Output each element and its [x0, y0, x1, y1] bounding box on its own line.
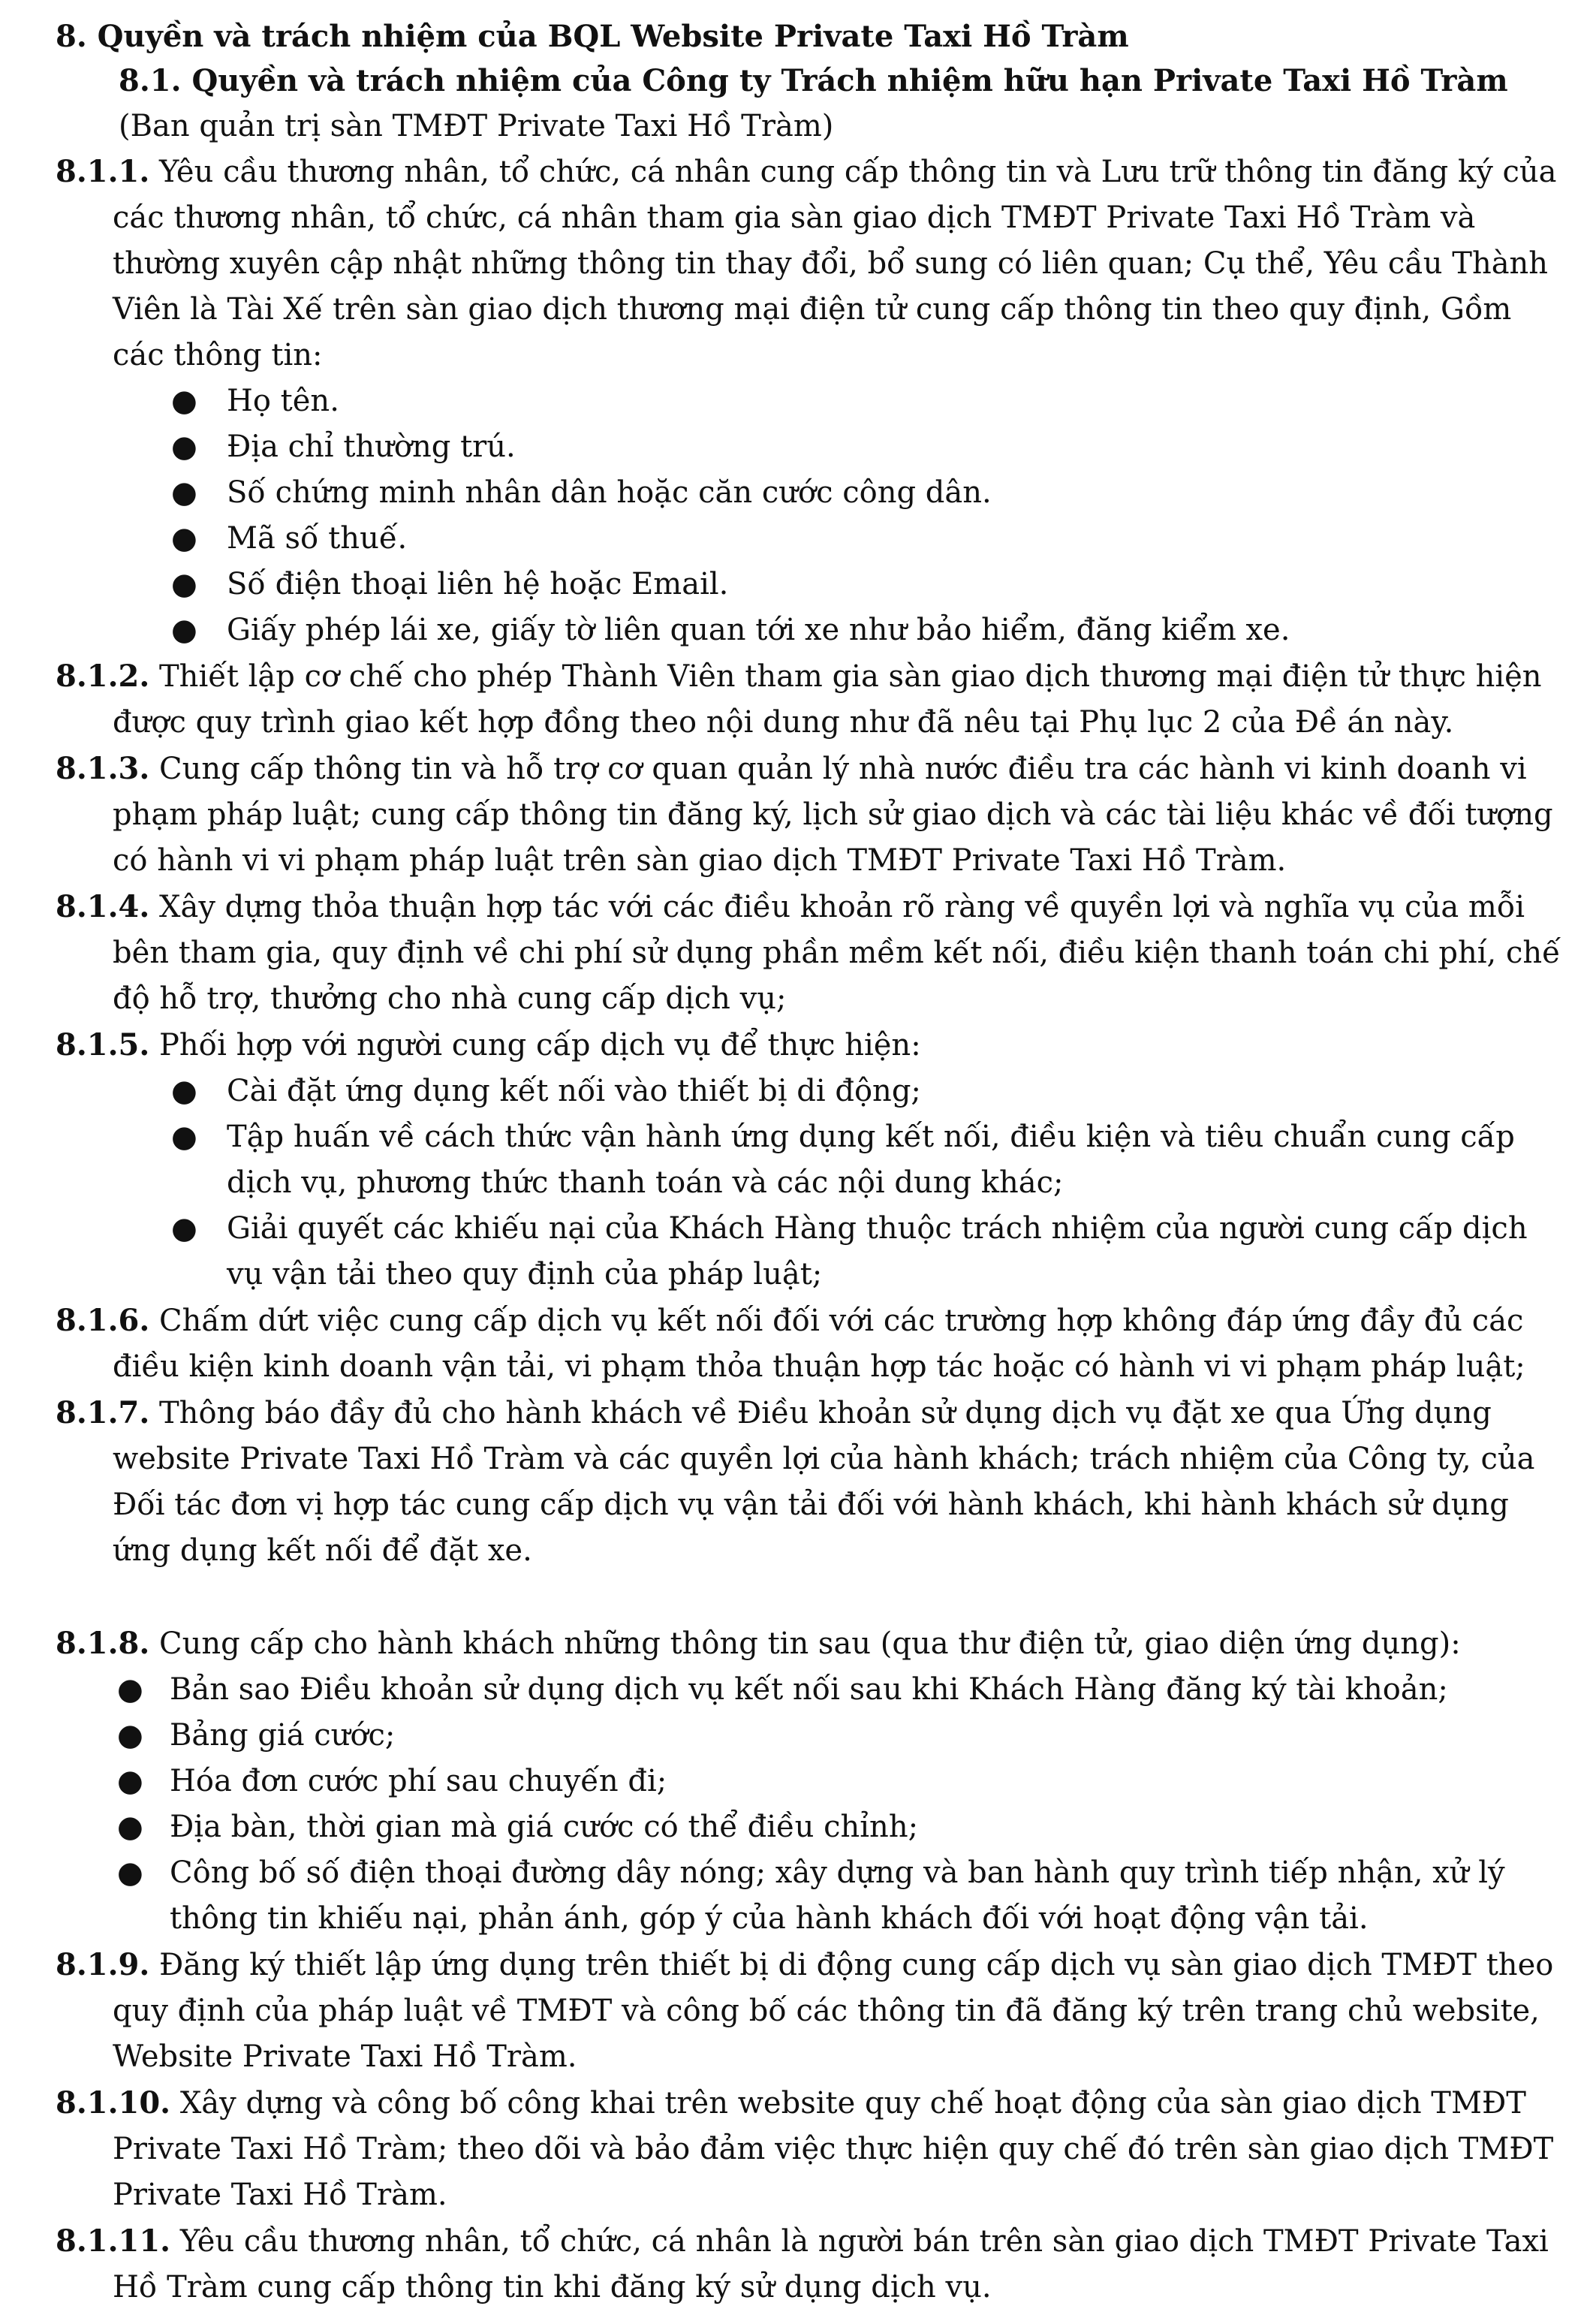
list-item [56, 1759, 1564, 1804]
list-item [56, 1713, 1564, 1759]
bullet-icon: ● [171, 1120, 197, 1154]
list-item [56, 1114, 1564, 1206]
list-item-text: Tập huấn về cách thức vận hành ứng dụng kết nối, điều kiện và tiêu chuẩn cung cấp dịch vụ, phương thức thanh toán và các nội dung khác; [227, 1120, 1515, 1200]
list-item [56, 607, 1564, 653]
bullet-icon: ● [171, 1211, 197, 1246]
clause-text: Xây dựng và công bố công khai trên website quy chế hoạt động của sàn giao dịch TMĐT Private Taxi Hồ Tràm; theo dõi và bảo đảm việc thực hiện quy chế đó trên sàn giao dịch TMĐT Private Taxi Hồ Tràm. [113, 2086, 1554, 2212]
list-item [56, 1804, 1564, 1850]
clause-8-1-3 [56, 746, 1564, 884]
list-item-text: Giải quyết các khiếu nại của Khách Hàng thuộc trách nhiệm của người cung cấp dịch vụ vận tải theo quy định của pháp luật; [227, 1211, 1528, 1292]
bullet-icon: ● [171, 613, 197, 647]
clause-number: 8.1.9. [56, 1947, 150, 1982]
bullet-icon: ● [171, 430, 197, 464]
bullet-icon: ● [117, 1672, 143, 1707]
clause-8-1-5 [56, 1022, 1564, 1069]
list-item [56, 378, 1564, 424]
list-item-text: Địa bàn, thời gian mà giá cước có thể điều chỉnh; [170, 1810, 919, 1844]
list-item-text: Số điện thoại liên hệ hoặc Email. [227, 567, 729, 601]
clause-text: Thiết lập cơ chế cho phép Thành Viên tham gia sàn giao dịch thương mại điện tử thực hiện được quy trình giao kết hợp đồng theo nội dung như đã nêu tại Phụ lục 2 của Đề án này. [113, 659, 1542, 740]
clause-number: 8.1.10. [56, 2085, 171, 2121]
clause-text: Yêu cầu thương nhân, tổ chức, cá nhân là người bán trên sàn giao dịch TMĐT Private Taxi Hồ Tràm cung cấp thông tin khi đăng ký sử dụng dịch vụ. [113, 2224, 1549, 2304]
bullet-icon: ● [171, 567, 197, 601]
clause-8-1-11 [56, 2218, 1564, 2310]
list-item-text: Cài đặt ứng dụng kết nối vào thiết bị di động; [227, 1074, 921, 1108]
clause-text: Xây dựng thỏa thuận hợp tác với các điều khoản rõ ràng về quyền lợi và nghĩa vụ của mỗi bên tham gia, quy định về chi phí sử dụng phần mềm kết nối, điều kiện thanh toán chi phí, chế độ hỗ trợ, thưởng cho nhà cung cấp dịch vụ; [113, 890, 1561, 1016]
clause-8-1-9 [56, 1942, 1564, 2080]
list-item-text: Công bố số điện thoại đường dây nóng; xây dựng và ban hành quy trình tiếp nhận, xử lý thông tin khiếu nại, phản ánh, góp ý của hành khách đối với hoạt động vận tải. [170, 1855, 1505, 1936]
bullet-icon: ● [171, 521, 197, 556]
clause-8-1-8 [56, 1620, 1564, 1667]
list-item [56, 1206, 1564, 1298]
clause-text: Thông báo đầy đủ cho hành khách về Điều khoản sử dụng dịch vụ đặt xe qua Ứng dụng website Private Taxi Hồ Tràm và các quyền lợi của hành khách; trách nhiệm của Công ty, của Đối tác đơn vị hợp tác cung cấp dịch vụ vận tải đối với hành khách, khi hành khách sử dụng ứng dụng kết nối để đặt xe. [113, 1396, 1535, 1568]
bullet-icon: ● [117, 1855, 143, 1890]
list-item-text: Họ tên. [227, 384, 339, 418]
list-item-text: Bảng giá cước; [170, 1718, 396, 1753]
subsection-title: 8.1. Quyền và trách nhiệm của Công ty Trách nhiệm hữu hạn Private Taxi Hồ Tràm [119, 63, 1508, 98]
clause-text: Cung cấp cho hành khách những thông tin sau (qua thư điện tử, giao diện ứng dụng): [149, 1626, 1461, 1661]
clause-8-1-2 [56, 653, 1564, 746]
bullet-icon: ● [117, 1764, 143, 1798]
list-item-text: Giấy phép lái xe, giấy tờ liên quan tới xe như bảo hiểm, đăng kiểm xe. [227, 613, 1290, 647]
clause-number: 8.1.1. [56, 154, 150, 189]
bullet-icon: ● [117, 1810, 143, 1844]
list-item [56, 1850, 1564, 1942]
list-item-text: Số chứng minh nhân dân hoặc căn cước công dân. [227, 475, 992, 510]
clause-number: 8.1.6. [56, 1303, 150, 1338]
clause-8-1-10 [56, 2080, 1564, 2218]
clause-text: Phối hợp với người cung cấp dịch vụ để thực hiện: [149, 1028, 921, 1063]
list-item [56, 470, 1564, 516]
clause-text: Chấm dứt việc cung cấp dịch vụ kết nối đối với các trường hợp không đáp ứng đầy đủ các điều kiện kinh doanh vận tải, vi phạm thỏa thuận hợp tác hoặc có hành vi vi phạm pháp luật; [113, 1304, 1525, 1384]
clause-8-1-1 [56, 149, 1564, 378]
list-item-text: Mã số thuế. [227, 521, 408, 556]
list-item-text: Bản sao Điều khoản sử dụng dịch vụ kết nối sau khi Khách Hàng đăng ký tài khoản; [170, 1672, 1448, 1707]
clause-8-1-8-bullets [56, 1667, 1564, 1942]
list-item-text: Địa chỉ thường trú. [227, 430, 516, 464]
bullet-icon: ● [171, 384, 197, 418]
list-item [56, 562, 1564, 607]
clause-8-1-4 [56, 884, 1564, 1022]
clause-number: 8.1.2. [56, 659, 150, 694]
clause-8-1-7 [56, 1390, 1564, 1574]
list-item [56, 1069, 1564, 1114]
bullet-icon: ● [171, 1074, 197, 1108]
list-item [56, 1667, 1564, 1713]
list-item-text: Hóa đơn cước phí sau chuyến đi; [170, 1764, 667, 1798]
list-item [56, 516, 1564, 562]
bullet-icon: ● [171, 475, 197, 510]
list-item [56, 424, 1564, 470]
clause-number: 8.1.11. [56, 2223, 171, 2259]
clause-text: Yêu cầu thương nhân, tổ chức, cá nhân cung cấp thông tin và Lưu trữ thông tin đăng ký của các thương nhân, tổ chức, cá nhân tham gia sàn giao dịch TMĐT Private Taxi Hồ Tràm và thường xuyên cập nhật những thông tin thay đổi, bổ sung có liên quan; Cụ thể, Yêu cầu Thành Viên là Tài Xế trên sàn giao dịch thương mại điện tử cung cấp thông tin theo quy định, Gồm các thông tin: [113, 155, 1557, 372]
bullet-icon: ● [117, 1718, 143, 1753]
clause-8-1-1-bullets [56, 378, 1564, 653]
clause-8-1-5-bullets [56, 1069, 1564, 1298]
clause-number: 8.1.5. [56, 1027, 150, 1063]
clause-number: 8.1.7. [56, 1395, 150, 1430]
clause-text: Cung cấp thông tin và hỗ trợ cơ quan quản lý nhà nước điều tra các hành vi kinh doanh vi phạm pháp luật; cung cấp thông tin đăng ký, lịch sử giao dịch và các tài liệu khác về đối tượng có hành vi vi phạm pháp luật trên sàn giao dịch TMĐT Private Taxi Hồ Tràm. [113, 752, 1553, 878]
paragraph-gap [56, 1574, 1564, 1620]
subsection-heading [56, 59, 1564, 149]
section-heading: 8. Quyền và trách nhiệm của BQL Website Private Taxi Hồ Tràm [56, 19, 1129, 54]
clause-text: Đăng ký thiết lập ứng dụng trên thiết bị di động cung cấp dịch vụ sàn giao dịch TMĐT theo quy định của pháp luật về TMĐT và công bố các thông tin đã đăng ký trên trang chủ website, Website Private Taxi Hồ Tràm. [113, 1948, 1554, 2074]
clause-number: 8.1.4. [56, 889, 150, 924]
clause-number: 8.1.8. [56, 1626, 150, 1661]
subsection-note: (Ban quản trị sàn TMĐT Private Taxi Hồ Tràm) [119, 109, 834, 143]
clause-number: 8.1.3. [56, 751, 150, 786]
document-page [56, 15, 1564, 2310]
clause-8-1-6 [56, 1298, 1564, 1390]
